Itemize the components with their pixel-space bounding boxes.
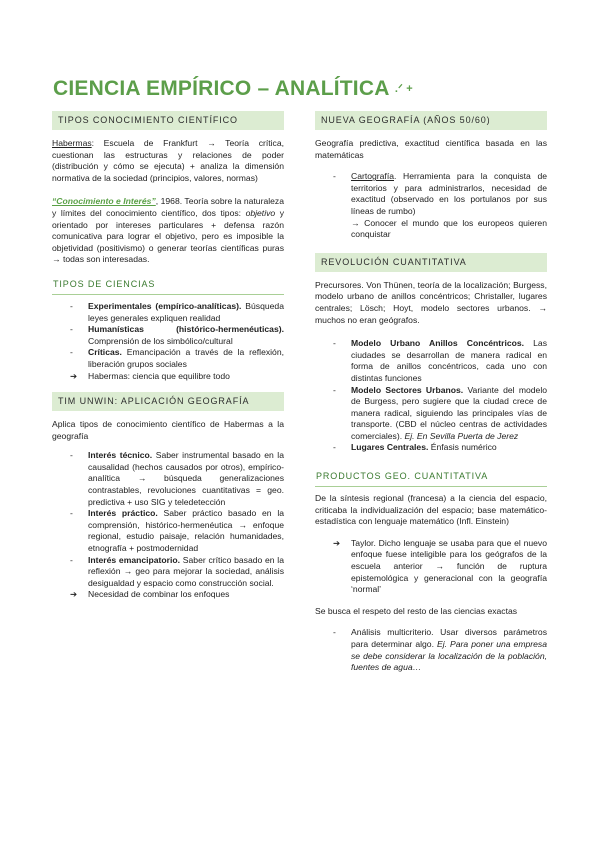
cartografia-subpoint: → Conocer el mundo que los europeos quieren conquistar bbox=[351, 217, 547, 240]
list-item: - Modelo Sectores Urbanos. Variante del modelo de Burgess, pero sugiere que la ciudad crece de manera radical, siguiendo las principales vías de transporte. (CBD el núcleo centras de actividades comerciales). Ej. En Sevilla Puerta de Jerez bbox=[333, 384, 548, 441]
precursores-paragraph: Precursores. Von Thünen, teoría de la localización; Burgess, modelo urbano de anillos concéntricos; Christaller, lugares centrales; Lösch; Hoyt, modelo sectores urbanos. → muchos no eran geógrafos. bbox=[315, 279, 547, 325]
list-item: - Interés técnico. Saber instrumental basado en la causalidad (hechos causados por otros), empírico-analítica → búsqueda generalizaciones contrastables, revoluciones cuantitativas = geo. predictiva + uso SIG y teledetección bbox=[70, 450, 284, 507]
cartografia-list bbox=[315, 171, 547, 217]
intereses-list bbox=[52, 450, 284, 601]
taylor-list bbox=[315, 538, 547, 596]
list-item: ➔ Habermas: ciencia que equilibre todo bbox=[70, 370, 230, 381]
list-item: - Críticas. Emancipación a través de la reflexión, liberación grupos sociales bbox=[70, 347, 284, 369]
respeto-paragraph: Se busca el respeto del resto de las ciencias exactas bbox=[315, 605, 518, 616]
right-column bbox=[315, 111, 547, 674]
list-item: - Modelo Urbano Anillos Concéntricos. Las ciudades se desarrollan de manera radical en forma de anillos concéntricos, cada uno con distintas funciones bbox=[333, 338, 547, 383]
section-header-tipos-conocimiento: TIPOS CONOCIMIENTO CIENTÍFICO bbox=[52, 111, 284, 130]
section-header-revolucion-cuantitativa: REVOLUCIÓN CUANTITATIVA bbox=[315, 253, 547, 272]
conocimiento-interes-paragraph: “Conocimiento e Interés”, 1968. Teoría sobre la naturaleza y límites del conocimiento científico, dos tipos: objetivo y orientado por intereses particulares + defensa razón comunicativa para lograr el objetivo, pero es imposible la objetividad (positivismo) o generar teorías científicas puras → todas son interesadas. bbox=[52, 196, 285, 265]
tipos-ciencias-list bbox=[52, 301, 284, 382]
multicriterio-list bbox=[315, 627, 547, 673]
list-item: - Interés práctico. Saber práctico basado en la comprensión, histórico-hermenéutica → enfoque regional, estudio paisaje, relación humanidades, etnografía + postmodernidad bbox=[70, 508, 285, 554]
productos-intro: De la síntesis regional (francesa) a la ciencia del espacio, criticaba la individualización del espacio; base matemático-estadística con lenguaje matemático (Infl. Einstein) bbox=[315, 493, 547, 527]
list-item: - Cartografía. Herramienta para la conquista de territorios y para administrarlos, necesidad de exactitud (observado en los portulanos por sus líneas de rumbo) bbox=[333, 171, 547, 216]
section-header-tipos-ciencias: TIPOS DE CIENCIAS bbox=[52, 276, 284, 295]
section-header-tim-unwin: TIM UNWIN: APLICACIÓN GEOGRAFÍA bbox=[52, 392, 284, 411]
list-item: - Experimentales (empírico-analíticas). Búsqueda leyes generales expliquen realidad bbox=[70, 300, 284, 323]
section-header-nueva-geografia: NUEVA GEOGRAFÍA (AÑOS 50/60) bbox=[315, 111, 547, 130]
nueva-geografia-intro: Geografía predictiva, exactitud científica basada en las matemáticas bbox=[315, 138, 547, 160]
page-title: CIENCIA EMPÍRICO – ANALÍTICA .ᐟ + bbox=[53, 77, 413, 100]
modelos-list bbox=[315, 338, 547, 454]
list-item: ➔ Taylor. Dicho lenguaje se usaba para que el nuevo enfoque fuese inteligible para los geógrafos de la escuela anterior → función de ruptura epistemológica y generacional con la geografía ‘normal’ bbox=[333, 537, 547, 595]
section-header-productos-geo: PRODUCTOS GEO. CUANTITATIVA bbox=[315, 468, 547, 487]
title-decoration: .ᐟ + bbox=[394, 83, 413, 95]
list-item: - Análisis multicriterio. Usar diversos parámetros para determinar algo. Ej. Para poner una empresa se debe considerar la localización de la población, fuentes de agua… bbox=[333, 627, 547, 673]
habermas-paragraph: Habermas: Escuela de Frankfurt → Teoría crítica, cuestionan las estructuras y relaciones de poder (distribución y cómo se ejecuta) + analiza la dimensión normativa de la sociedad (principios, valores, normas) bbox=[52, 138, 284, 183]
list-item: - Interés emancipatorio. Saber crítico basado en la reflexión → geo para mejorar la sociedad, análisis desigualdad y espacio como construcción social. bbox=[70, 554, 284, 588]
list-item: - Lugares Centrales. Énfasis numérico bbox=[333, 442, 497, 453]
list-item: - Humanísticas (histórico-hermenéuticas). Comprensión de los simbólico/cultural bbox=[70, 324, 284, 346]
list-item: ➔ Necesidad de combinar los enfoques bbox=[70, 589, 230, 600]
tim-unwin-intro: Aplica tipos de conocimiento científico de Habermas a la geografía bbox=[52, 419, 284, 441]
left-column bbox=[52, 111, 284, 601]
